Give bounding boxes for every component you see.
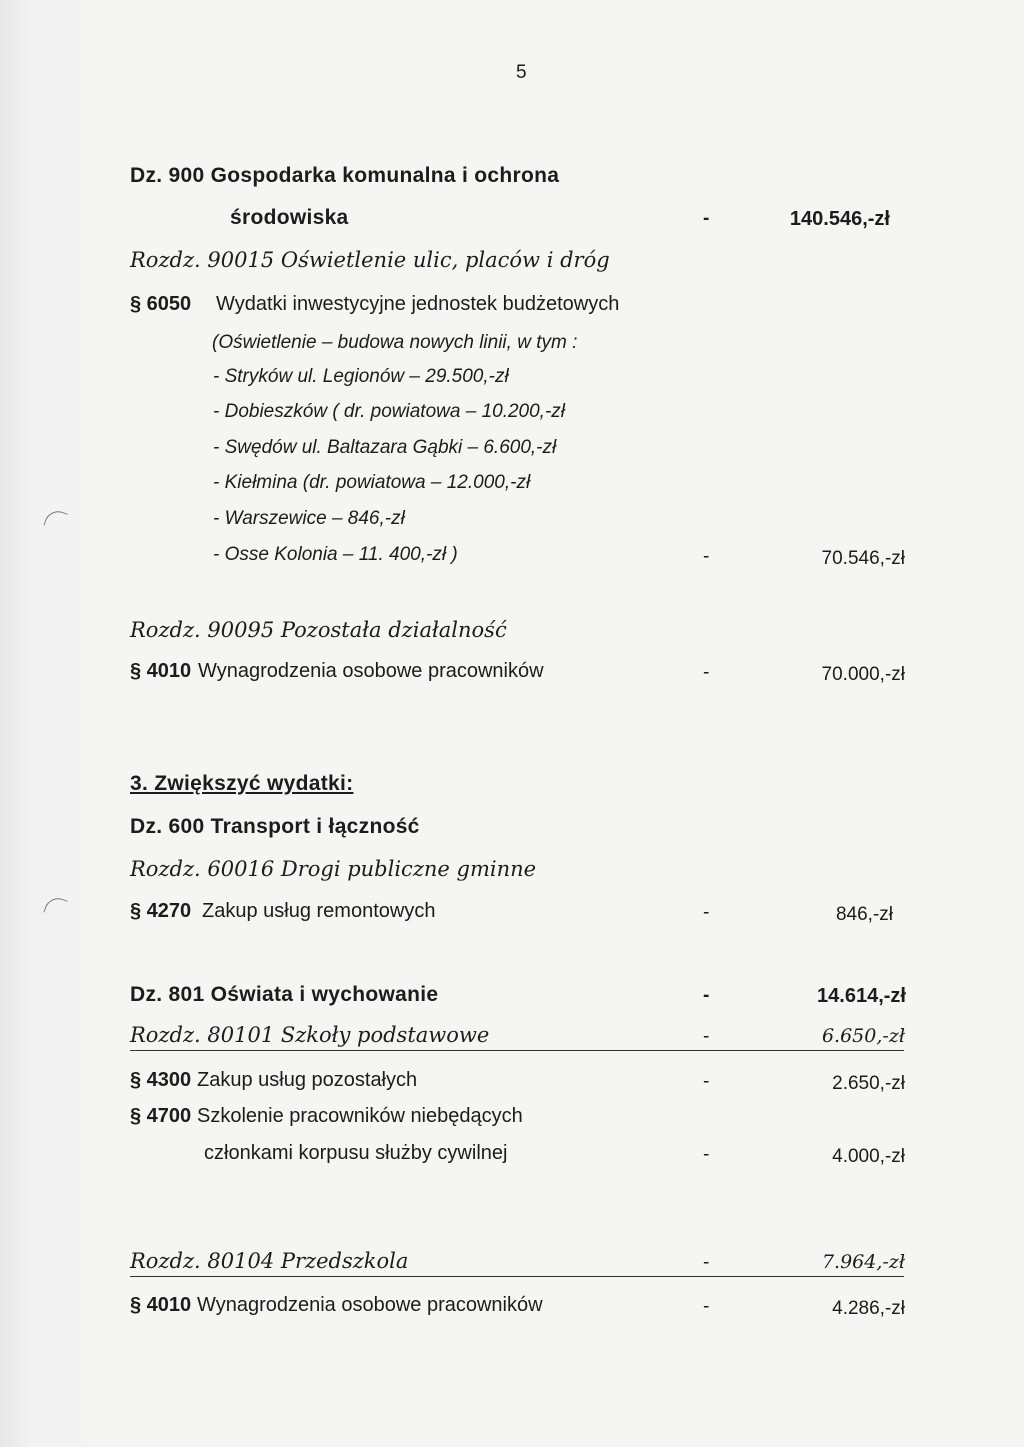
para-4700 [130, 1105, 191, 1128]
para-6050 [130, 293, 191, 316]
punch-mark [43, 507, 67, 531]
para-4270-text: Zakup usług remontowych [202, 900, 436, 922]
detail-line: - Swędów ul. Baltazara Gąbki – 6.600,-zł [213, 437, 557, 458]
page-number: 5 [516, 62, 527, 83]
para-4700-text: Szkolenie pracowników niebędących [197, 1105, 523, 1127]
rozdz-90015-title: Rozdz. 90015 Oświetlenie ulic, placów i dróg [130, 248, 610, 272]
para-4010-b-dash: - [703, 1296, 710, 1317]
detail-line: - Osse Kolonia – 11. 400,-zł ) [213, 544, 458, 565]
rozdz-60016-title: Rozdz. 60016 Drogi publiczne gminne [130, 857, 537, 881]
dz600-dash: - [703, 902, 710, 923]
detail-line: - Stryków ul. Legionów – 29.500,-zł [213, 366, 509, 387]
detail-line: - Kiełmina (dr. powiatowa – 12.000,-zł [213, 472, 531, 493]
rozdz-80101-amount: 6.650,-zł [821, 1025, 905, 1047]
dz801-dash: - [703, 985, 710, 1006]
dz900-heading: Dz. 900 Gospodarka komunalna i ochrona [130, 164, 560, 187]
para-code: § 4300 [130, 1069, 192, 1091]
para-4700-amount: 4.000,-zł [832, 1146, 905, 1167]
rozdz-90015-amount: 70.546,-zł [821, 548, 905, 569]
punch-mark [43, 894, 67, 918]
dz900-heading-cont: środowiska [230, 206, 349, 229]
para-4300-dash: - [703, 1071, 710, 1092]
para-4700-text-cont: członkami korpusu służby cywilnej [204, 1142, 508, 1164]
detail-line: - Warszewice – 846,-zł [213, 508, 405, 529]
rozdz-80104-amount: 7.964,-zł [821, 1251, 905, 1273]
para-4010-b-text: Wynagrodzenia osobowe pracowników [197, 1294, 543, 1316]
rozdz-90015-dash: - [703, 546, 710, 567]
dz900-amount: 140.546,-zł [789, 208, 890, 230]
detail-line: - Dobieszków ( dr. powiatowa – 10.200,-zł [213, 401, 566, 422]
para-4700-dash: - [703, 1144, 710, 1165]
underline-rule [130, 1276, 904, 1277]
para-code: § 4270 [130, 900, 192, 922]
dz600-amount: 846,-zł [835, 904, 893, 925]
dz801-amount: 14.614,-zł [817, 985, 906, 1007]
rozdz-80101-title: Rozdz. 80101 Szkoły podstawowe [130, 1023, 490, 1047]
para-code: § 4010 [130, 1294, 192, 1316]
rozdz-80104-dash: - [703, 1252, 710, 1273]
para-4300-amount: 2.650,-zł [832, 1073, 905, 1094]
underline-rule [130, 1050, 904, 1051]
detail-line: (Oświetlenie – budowa nowych linii, w tym : [212, 332, 578, 353]
para-4010-b [130, 1294, 191, 1317]
para-4270 [130, 900, 191, 923]
para-code: § 6050 [130, 293, 192, 315]
dz801-heading: Dz. 801 Oświata i wychowanie [130, 983, 439, 1006]
rozdz-90095-title: Rozdz. 90095 Pozostała działalność [130, 618, 507, 642]
rozdz-80101-dash: - [703, 1026, 710, 1047]
dz900-dash: - [703, 208, 710, 229]
section-3-title: 3. Zwiększyć wydatki: [130, 772, 354, 795]
para-4300 [130, 1069, 191, 1092]
rozdz-90095-amount: 70.000,-zł [821, 664, 905, 685]
para-4010-text: Wynagrodzenia osobowe pracowników [198, 660, 544, 682]
para-6050-text: Wydatki inwestycyjne jednostek budżetowych [216, 293, 620, 315]
rozdz-80104-title: Rozdz. 80104 Przedszkola [130, 1249, 409, 1273]
rozdz-90095-dash: - [703, 662, 710, 683]
para-code: § 4010 [130, 660, 192, 682]
para-4010-b-amount: 4.286,-zł [832, 1298, 905, 1319]
para-4300-text: Zakup usług pozostałych [197, 1069, 418, 1091]
dz600-heading: Dz. 600 Transport i łączność [130, 815, 420, 838]
para-4010 [130, 660, 191, 683]
para-code: § 4700 [130, 1105, 192, 1127]
